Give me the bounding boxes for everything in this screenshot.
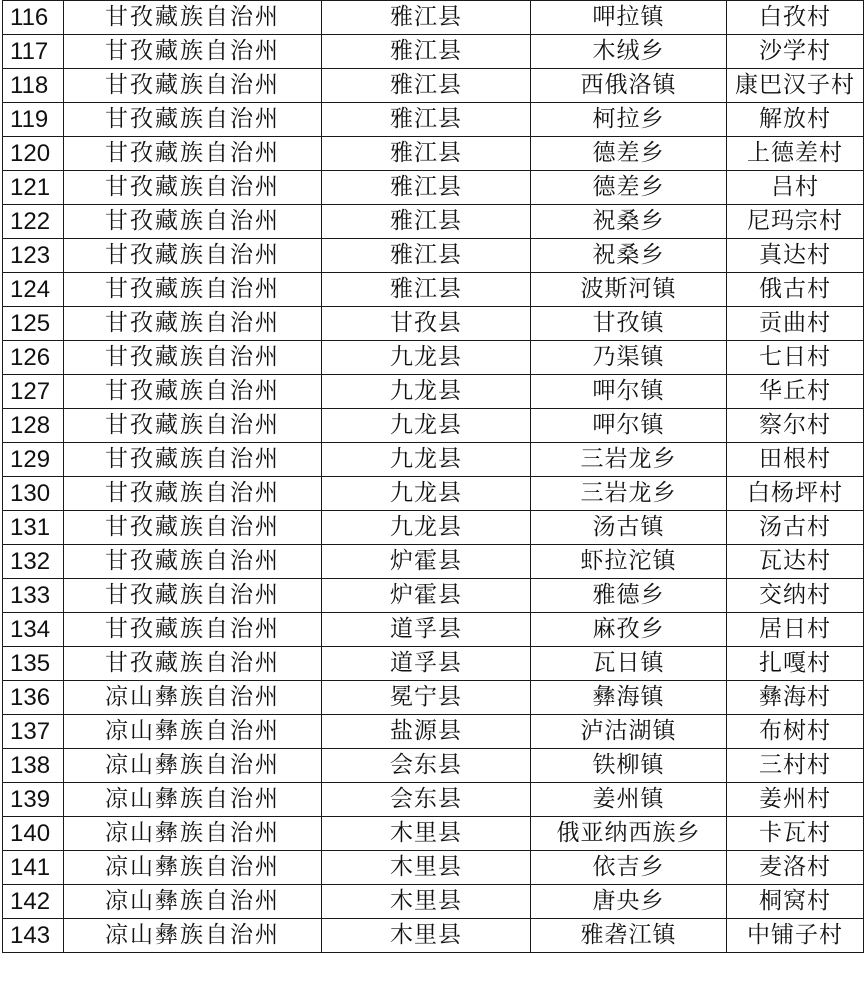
row-number: 139: [3, 783, 64, 817]
table-row: [3, 341, 864, 375]
row-number: 137: [3, 715, 64, 749]
prefecture-cell: 凉山彝族自治州: [64, 817, 322, 851]
town-cell: 依吉乡: [531, 851, 727, 885]
row-number: 140: [3, 817, 64, 851]
county-cell: 炉霍县: [322, 545, 531, 579]
town-cell: 三岩龙乡: [531, 443, 727, 477]
village-cell: 汤古村: [727, 511, 864, 545]
table-row: [3, 443, 864, 477]
row-number: 136: [3, 681, 64, 715]
county-cell: 木里县: [322, 851, 531, 885]
prefecture-cell: 凉山彝族自治州: [64, 681, 322, 715]
prefecture-cell: 甘孜藏族自治州: [64, 239, 322, 273]
row-number: 118: [3, 69, 64, 103]
village-cell: 扎嘎村: [727, 647, 864, 681]
village-cell: 白杨坪村: [727, 477, 864, 511]
table-row: [3, 647, 864, 681]
county-cell: 冕宁县: [322, 681, 531, 715]
prefecture-cell: 凉山彝族自治州: [64, 851, 322, 885]
village-cell: 解放村: [727, 103, 864, 137]
village-cell: 布树村: [727, 715, 864, 749]
table-row: [3, 239, 864, 273]
table-row: [3, 205, 864, 239]
table-row: [3, 69, 864, 103]
row-number: 128: [3, 409, 64, 443]
row-number: 125: [3, 307, 64, 341]
town-cell: 木绒乡: [531, 35, 727, 69]
prefecture-cell: 甘孜藏族自治州: [64, 545, 322, 579]
town-cell: 德差乡: [531, 171, 727, 205]
village-cell: 沙学村: [727, 35, 864, 69]
row-number: 141: [3, 851, 64, 885]
prefecture-cell: 甘孜藏族自治州: [64, 273, 322, 307]
county-cell: 九龙县: [322, 511, 531, 545]
table-row: [3, 511, 864, 545]
county-cell: 道孚县: [322, 613, 531, 647]
table-row: [3, 817, 864, 851]
row-number: 122: [3, 205, 64, 239]
town-cell: 汤古镇: [531, 511, 727, 545]
village-cell: 卡瓦村: [727, 817, 864, 851]
town-cell: 西俄洛镇: [531, 69, 727, 103]
county-cell: 会东县: [322, 783, 531, 817]
village-cell: 尼玛宗村: [727, 205, 864, 239]
table-row: [3, 579, 864, 613]
county-cell: 九龙县: [322, 409, 531, 443]
table-row: [3, 851, 864, 885]
table-row: [3, 1, 864, 35]
town-cell: 德差乡: [531, 137, 727, 171]
county-cell: 雅江县: [322, 239, 531, 273]
row-number: 126: [3, 341, 64, 375]
row-number: 129: [3, 443, 64, 477]
table-row: [3, 749, 864, 783]
row-number: 121: [3, 171, 64, 205]
row-number: 134: [3, 613, 64, 647]
prefecture-cell: 甘孜藏族自治州: [64, 647, 322, 681]
table-row: [3, 409, 864, 443]
county-cell: 九龙县: [322, 375, 531, 409]
prefecture-cell: 甘孜藏族自治州: [64, 103, 322, 137]
row-number: 130: [3, 477, 64, 511]
village-cell: 真达村: [727, 239, 864, 273]
prefecture-cell: 甘孜藏族自治州: [64, 35, 322, 69]
county-cell: 雅江县: [322, 1, 531, 35]
county-cell: 道孚县: [322, 647, 531, 681]
town-cell: 甘孜镇: [531, 307, 727, 341]
prefecture-cell: 甘孜藏族自治州: [64, 69, 322, 103]
village-cell: 居日村: [727, 613, 864, 647]
prefecture-cell: 甘孜藏族自治州: [64, 477, 322, 511]
county-cell: 炉霍县: [322, 579, 531, 613]
prefecture-cell: 甘孜藏族自治州: [64, 205, 322, 239]
prefecture-cell: 甘孜藏族自治州: [64, 511, 322, 545]
prefecture-cell: 凉山彝族自治州: [64, 749, 322, 783]
county-cell: 雅江县: [322, 171, 531, 205]
town-cell: 呷拉镇: [531, 1, 727, 35]
row-number: 123: [3, 239, 64, 273]
county-cell: 雅江县: [322, 205, 531, 239]
prefecture-cell: 凉山彝族自治州: [64, 715, 322, 749]
village-cell: 麦洛村: [727, 851, 864, 885]
village-cell: 中铺子村: [727, 919, 864, 953]
row-number: 120: [3, 137, 64, 171]
table-row: [3, 613, 864, 647]
prefecture-cell: 甘孜藏族自治州: [64, 613, 322, 647]
table-row: [3, 171, 864, 205]
town-cell: 泸沽湖镇: [531, 715, 727, 749]
prefecture-cell: 凉山彝族自治州: [64, 919, 322, 953]
village-cell: 白孜村: [727, 1, 864, 35]
prefecture-cell: 甘孜藏族自治州: [64, 307, 322, 341]
town-cell: 三岩龙乡: [531, 477, 727, 511]
prefecture-cell: 甘孜藏族自治州: [64, 443, 322, 477]
town-cell: 呷尔镇: [531, 375, 727, 409]
prefecture-cell: 甘孜藏族自治州: [64, 1, 322, 35]
row-number: 116: [3, 1, 64, 35]
town-cell: 乃渠镇: [531, 341, 727, 375]
table-body: [3, 1, 864, 953]
county-cell: 九龙县: [322, 341, 531, 375]
county-cell: 木里县: [322, 919, 531, 953]
county-cell: 会东县: [322, 749, 531, 783]
village-cell: 桐窝村: [727, 885, 864, 919]
town-cell: 唐央乡: [531, 885, 727, 919]
village-cell: 三村村: [727, 749, 864, 783]
table-row: [3, 273, 864, 307]
village-cell: 吕村: [727, 171, 864, 205]
table-row: [3, 885, 864, 919]
prefecture-cell: 凉山彝族自治州: [64, 885, 322, 919]
prefecture-cell: 甘孜藏族自治州: [64, 341, 322, 375]
table-row: [3, 783, 864, 817]
table-row: [3, 919, 864, 953]
village-cell: 察尔村: [727, 409, 864, 443]
prefecture-cell: 凉山彝族自治州: [64, 783, 322, 817]
town-cell: 波斯河镇: [531, 273, 727, 307]
village-cell: 瓦达村: [727, 545, 864, 579]
table-row: [3, 307, 864, 341]
table-row: [3, 103, 864, 137]
county-cell: 盐源县: [322, 715, 531, 749]
prefecture-cell: 甘孜藏族自治州: [64, 137, 322, 171]
village-cell: 华丘村: [727, 375, 864, 409]
row-number: 124: [3, 273, 64, 307]
village-cell: 上德差村: [727, 137, 864, 171]
town-cell: 祝桑乡: [531, 205, 727, 239]
county-cell: 雅江县: [322, 35, 531, 69]
table-row: [3, 545, 864, 579]
table-row: [3, 35, 864, 69]
village-cell: 康巴汉子村: [727, 69, 864, 103]
table-row: [3, 715, 864, 749]
row-number: 142: [3, 885, 64, 919]
prefecture-cell: 甘孜藏族自治州: [64, 375, 322, 409]
table-row: [3, 375, 864, 409]
prefecture-cell: 甘孜藏族自治州: [64, 579, 322, 613]
county-cell: 木里县: [322, 885, 531, 919]
row-number: 131: [3, 511, 64, 545]
row-number: 135: [3, 647, 64, 681]
table-row: [3, 681, 864, 715]
town-cell: 柯拉乡: [531, 103, 727, 137]
town-cell: 虾拉沱镇: [531, 545, 727, 579]
town-cell: 姜州镇: [531, 783, 727, 817]
village-cell: 彝海村: [727, 681, 864, 715]
town-cell: 彝海镇: [531, 681, 727, 715]
row-number: 133: [3, 579, 64, 613]
table-row: [3, 477, 864, 511]
row-number: 127: [3, 375, 64, 409]
town-cell: 雅砻江镇: [531, 919, 727, 953]
village-cell: 俄古村: [727, 273, 864, 307]
town-cell: 麻孜乡: [531, 613, 727, 647]
county-cell: 木里县: [322, 817, 531, 851]
village-cell: 田根村: [727, 443, 864, 477]
town-cell: 呷尔镇: [531, 409, 727, 443]
county-cell: 雅江县: [322, 103, 531, 137]
row-number: 143: [3, 919, 64, 953]
row-number: 119: [3, 103, 64, 137]
row-number: 132: [3, 545, 64, 579]
county-cell: 甘孜县: [322, 307, 531, 341]
county-cell: 九龙县: [322, 443, 531, 477]
county-cell: 九龙县: [322, 477, 531, 511]
town-cell: 瓦日镇: [531, 647, 727, 681]
village-cell: 交纳村: [727, 579, 864, 613]
village-cell: 姜州村: [727, 783, 864, 817]
town-cell: 雅德乡: [531, 579, 727, 613]
prefecture-cell: 甘孜藏族自治州: [64, 409, 322, 443]
table-row: [3, 137, 864, 171]
county-cell: 雅江县: [322, 137, 531, 171]
row-number: 117: [3, 35, 64, 69]
county-cell: 雅江县: [322, 69, 531, 103]
town-cell: 俄亚纳西族乡: [531, 817, 727, 851]
row-number: 138: [3, 749, 64, 783]
village-cell: 贡曲村: [727, 307, 864, 341]
village-cell: 七日村: [727, 341, 864, 375]
county-cell: 雅江县: [322, 273, 531, 307]
village-list-table: [2, 0, 864, 953]
town-cell: 祝桑乡: [531, 239, 727, 273]
prefecture-cell: 甘孜藏族自治州: [64, 171, 322, 205]
town-cell: 铁柳镇: [531, 749, 727, 783]
